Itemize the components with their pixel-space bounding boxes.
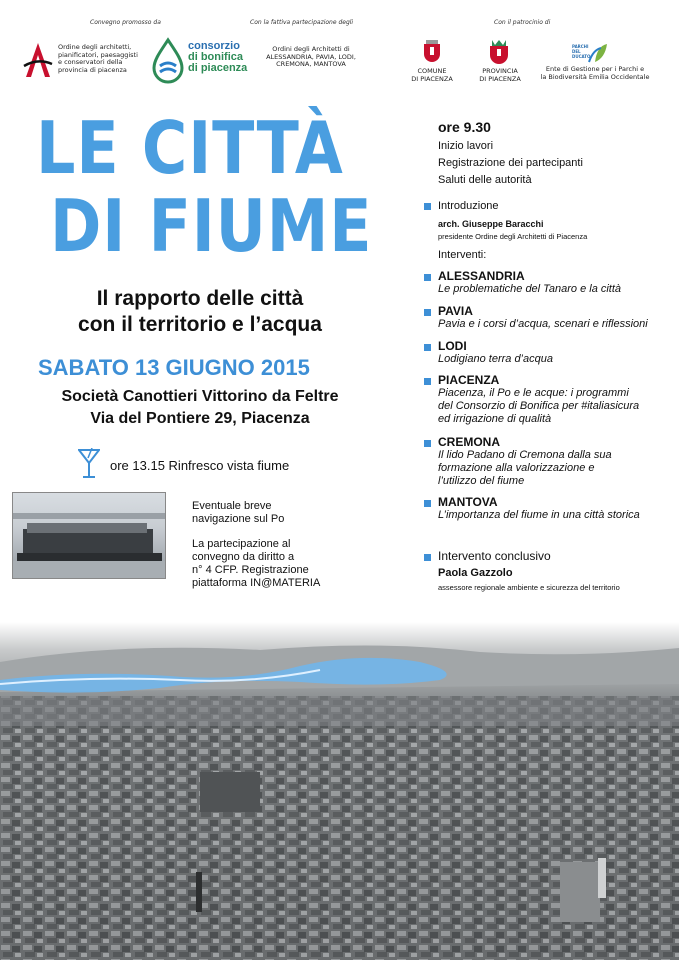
consorzio-logo <box>150 36 186 88</box>
note-line: La partecipazione al <box>192 538 291 550</box>
ordini-line: CREMONA, MANTOVA <box>276 60 346 68</box>
comune-line: DI PIACENZA <box>411 74 453 83</box>
talk-title: formazione alla valorizzazione e <box>438 462 595 474</box>
talk-title: Le problematiche del Tanaro e la città <box>438 283 622 295</box>
closing-role: assessore regionale ambiente e sicurezza del territorio <box>438 583 620 592</box>
ordine-line: provincia di piacenza <box>58 65 127 74</box>
talk-city: MANTOVA <box>438 495 498 509</box>
consorzio-drop-icon <box>150 36 186 84</box>
subtitle-line: con il territorio e l’acqua <box>78 313 322 336</box>
intro-label: Introduzione <box>438 200 499 212</box>
consorzio-line: di piacenza <box>188 62 248 74</box>
note-line: Eventuale breve <box>192 500 272 512</box>
comune-name <box>402 68 462 83</box>
bullet-square-icon <box>424 203 431 210</box>
ordini-line: Ordini degli Architetti di <box>272 45 350 53</box>
title-line-2: DI FIUME <box>50 184 373 268</box>
talk-title: Lodigiano terra d’acqua <box>438 353 553 365</box>
note-line: navigazione sul Po <box>192 513 285 525</box>
participation-caption: Con la fattiva partecipazione degli <box>250 19 354 26</box>
refreshment-text: ore 13.15 Rinfresco vista fiume <box>110 458 290 473</box>
ordine-line: e conservatori della <box>58 58 123 66</box>
closing-label: Intervento conclusivo <box>438 549 551 563</box>
talk-title: Il lido Padano di Cremona dalla sua <box>438 449 612 461</box>
provincia-line: PROVINCIA <box>482 67 518 75</box>
talk-title: L’importanza del fiume in una città storica <box>438 509 640 521</box>
provincia-crest-icon <box>488 40 510 70</box>
venue <box>30 386 370 430</box>
talk-cremona <box>438 436 612 488</box>
talk-pavia <box>438 305 648 331</box>
talk-city: CREMONA <box>438 435 500 449</box>
credits-note <box>192 538 320 590</box>
bullet-square-icon <box>424 440 431 447</box>
bullet-square-icon <box>424 554 431 561</box>
subtitle-line: Il rapporto delle città <box>96 287 304 310</box>
provincia-name <box>470 68 530 83</box>
venue-address: Via del Pontiere 29, Piacenza <box>90 410 310 427</box>
closing-speaker: Paola Gazzolo <box>438 567 513 579</box>
comune-crest-icon <box>422 40 442 70</box>
talk-title: Piacenza, il Po e le acque: i programmi <box>438 387 629 399</box>
talk-title: ed irrigazione di qualità <box>438 413 552 425</box>
talk-lodi <box>438 340 553 366</box>
parchi-name <box>540 66 650 81</box>
ordine-name <box>58 44 148 74</box>
consorzio-name <box>188 41 247 74</box>
bullet-square-icon <box>424 378 431 385</box>
venue-name: Società Canottieri Vittorino da Feltre <box>61 388 339 405</box>
consorzio-line: consorzio <box>188 40 240 52</box>
talk-city: ALESSANDRIA <box>438 269 525 283</box>
ordine-architetti-logo <box>22 40 54 84</box>
bullet-square-icon <box>424 274 431 281</box>
talk-mantova <box>438 496 640 522</box>
talk-city: LODI <box>438 339 467 353</box>
cocktail-glass-icon <box>78 448 100 484</box>
parchi-line: la Biodiversità Emilia Occidentale <box>540 72 650 81</box>
intro-role: presidente Ordine degli Architetti di Piacenza <box>438 232 588 241</box>
bullet-square-icon <box>424 500 431 507</box>
program-time: ore 9.30 <box>438 119 491 135</box>
consorzio-line: di bonifica <box>188 51 243 63</box>
talk-title: Pavia e i corsi d’acqua, scenari e riflessioni <box>438 318 648 330</box>
note-line: n° 4 CFP. Registrazione <box>192 564 309 576</box>
provincia-line: DI PIACENZA <box>479 74 521 83</box>
interventi-label: Interventi: <box>438 249 487 261</box>
bullet-square-icon <box>424 309 431 316</box>
note-line: piattaforma IN@MATERIA <box>192 577 321 589</box>
event-date: SABATO 13 GIUGNO 2015 <box>38 355 310 380</box>
title-line-1: LE CITTÀ <box>36 106 344 190</box>
comune-line: COMUNE <box>417 67 447 75</box>
parchi-line: Ente di Gestione per i Parchi e <box>545 65 645 73</box>
talk-title: del Consorzio di Bonifica per #italiasicura <box>438 400 640 412</box>
note-line: convegno da diritto a <box>192 551 295 563</box>
talk-alessandria <box>438 270 621 296</box>
ordine-a-icon <box>22 40 54 80</box>
ordine-line: pianificatori, paesaggisti <box>58 50 138 59</box>
ordini-architetti-text <box>256 46 366 69</box>
intro-speaker: arch. Giuseppe Baracchi <box>438 219 544 229</box>
talk-piacenza <box>438 374 639 426</box>
ordine-line: Ordine degli architetti, <box>58 43 132 51</box>
boat-photo <box>12 492 166 579</box>
talk-title: l’utilizzo del fiume <box>438 475 525 487</box>
navigation-note <box>192 500 284 526</box>
opening-line: Inizio lavori <box>438 140 494 152</box>
promoted-caption: Convegno promosso da <box>90 19 161 26</box>
aerial-city-photo <box>0 622 679 960</box>
opening-line: Saluti delle autorità <box>438 174 532 186</box>
program-opening <box>438 138 583 189</box>
bullet-square-icon <box>424 344 431 351</box>
subtitle <box>30 286 370 338</box>
talk-city: PAVIA <box>438 304 473 318</box>
talk-city: PIACENZA <box>438 373 500 387</box>
opening-line: Registrazione dei partecipanti <box>438 157 583 169</box>
patronage-caption: Con il patrocinio di <box>494 19 551 26</box>
parchi-logo-text: PARCHI DEL DUCATO <box>572 44 591 59</box>
ordini-line: ALESSANDRIA, PAVIA, LODI, <box>266 52 356 61</box>
